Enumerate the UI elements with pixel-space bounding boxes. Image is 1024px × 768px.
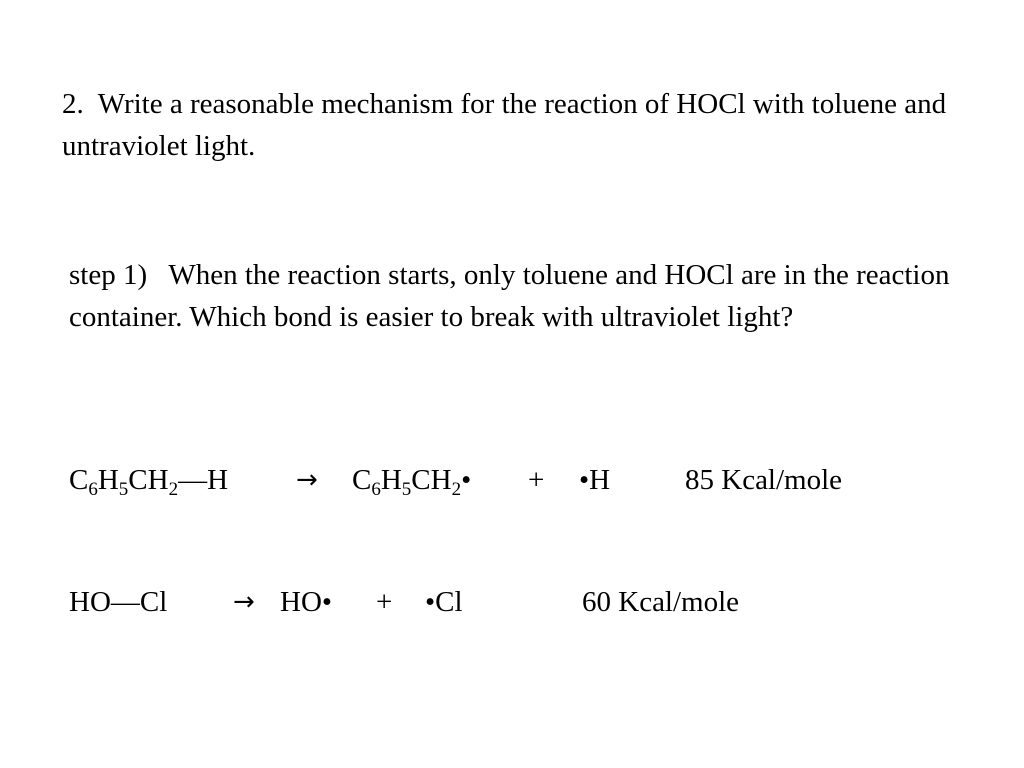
step-label: step 1) [69,259,148,291]
question-number: 2. [62,88,84,120]
product-hydrogen-radical: •H [579,464,611,496]
step-body: When the reaction starts, only toluene and HOCl are in the reaction container. Which bond is easier to break with ultraviolet light? [69,259,950,333]
bond-energy-value: 60 Kcal/mole [582,586,740,618]
plus-sign: + [376,586,393,618]
step-text [69,254,969,338]
reaction-arrow-icon: → [233,587,255,617]
plus-sign: + [528,464,545,496]
question-body: Write a reasonable mechanism for the reaction of HOCl with toluene and untraviolet light. [62,88,947,162]
product-hydroxyl-radical: HO• [280,586,333,618]
reactant-hocl-formula: HO—Cl [69,586,168,618]
reactant-toluene-formula: $C_6H_5CH_2—H$ [69,464,229,500]
product-benzyl-radical-formula: $C_6H_5CH_2•$ [352,464,472,500]
question-text [62,83,962,167]
reaction-arrow-icon: → [296,465,318,495]
bond-energy-value: 85 Kcal/mole [685,464,843,496]
product-chlorine-radical: •Cl [425,586,463,618]
